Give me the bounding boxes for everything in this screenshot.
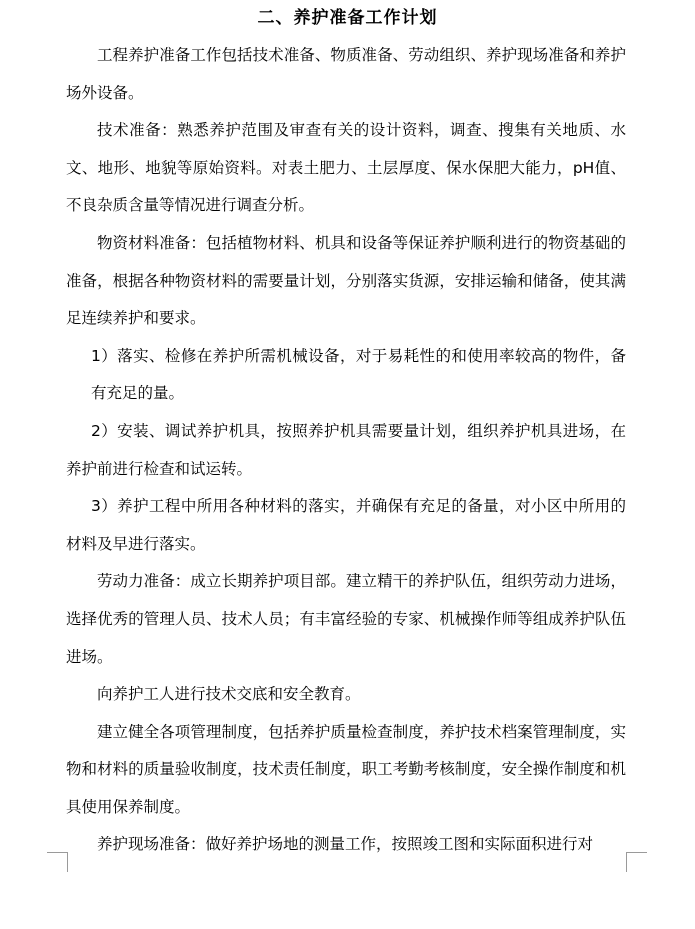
list-item-1: 1）落实、检修在养护所需机械设备，对于易耗性的和使用率较高的物件，备有充足的量。 [91,346,626,403]
list-item-3: 3）养护工程中所用各种材料的落实，并确保有充足的备量，对小区中所用的材料及早进行落实。 [66,497,626,553]
paragraph-management-system: 建立健全各项管理制度，包括养护质量检查制度，养护技术档案管理制度，实物和材料的质量验收制度，技术责任制度，职工考勤考核制度，安全操作制度和机具使用保养制度。 [66,722,626,816]
margin-corner-mark-left-vertical [67,852,68,872]
paragraph-intro: 工程养护准备工作包括技术准备、物质准备、劳动组织、养护现场准备和养护场外设备。 [66,46,626,102]
section-title: 二、养护准备工作计划 [257,8,438,28]
paragraph-site-prep: 养护现场准备：做好养护场地的测量工作，按照竣工图和实际面积进行对 [97,835,594,854]
list-item-2: 2）安装、调试养护机具，按照养护机具需要量计划，组织养护机具进场，在养护前进行检查和试运转。 [66,421,626,478]
paragraph-safety-education: 向养护工人进行技术交底和安全教育。 [97,685,361,704]
paragraph-technical-prep: 技术准备：熟悉养护范围及审查有关的设计资料，调查、搜集有关地质、水文、地形、地貌等原始资料。对表土肥力、土层厚度、保水保肥大能力，pH值、不良杂质含量等情况进行调查分析。 [66,121,626,215]
paragraph-materials-prep: 物资材料准备：包括植物材料、机具和设备等保证养护顺利进行的物资基础的准备，根据各种物资材料的需要量计划，分别落实货源，安排运输和储备，使其满足连续养护和要求。 [66,233,626,328]
document-body [66,37,626,864]
margin-corner-mark-right-vertical [626,852,627,872]
margin-corner-mark-left [47,852,67,853]
margin-corner-mark-right [627,852,647,853]
paragraph-labor-prep: 劳动力准备：成立长期养护项目部。建立精干的养护队伍，组织劳动力进场，选择优秀的管理人员、技术人员；有丰富经验的专家、机械操作师等组成养护队伍进场。 [66,572,626,666]
